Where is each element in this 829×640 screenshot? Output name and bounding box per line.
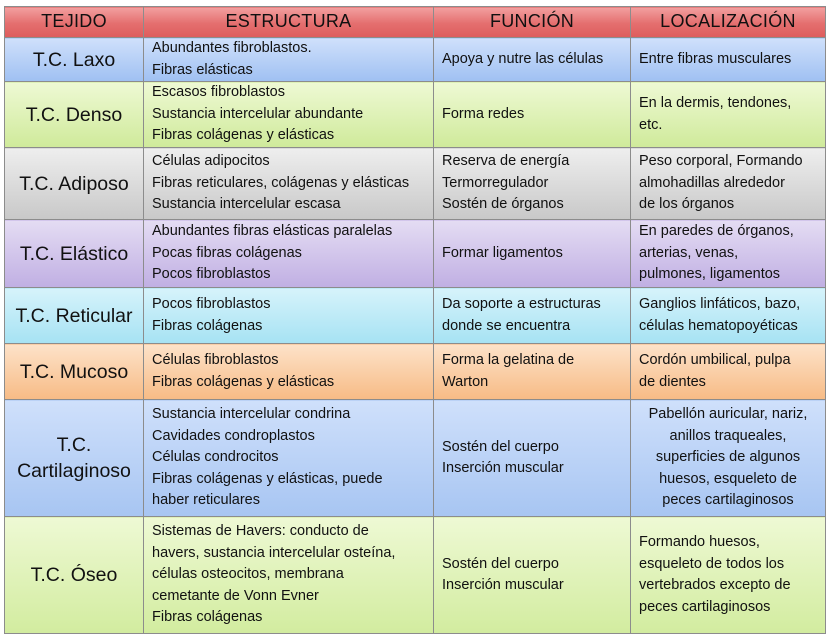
funcion-line: Sostén de órganos [442, 196, 564, 213]
localizacion-line: pulmones, ligamentos [639, 266, 781, 283]
funcion-line: Reserva de energía [442, 153, 570, 170]
table-row [5, 517, 826, 634]
tissue-name: T.C. Mucoso [5, 344, 144, 400]
localizacion-line: etc. [639, 116, 663, 133]
table-row [5, 344, 826, 400]
estructura-line: Sustancia intercelular condrina [152, 406, 351, 423]
estructura-cell [144, 400, 434, 517]
header-estructura: ESTRUCTURA [144, 7, 434, 38]
localizacion-line: células hematopoyéticas [639, 317, 798, 334]
localizacion-cell [631, 344, 826, 400]
estructura-cell [144, 82, 434, 148]
funcion-cell [434, 220, 631, 288]
funcion-line: Inserción muscular [442, 460, 564, 476]
localizacion-cell [631, 148, 826, 220]
funcion-cell [434, 517, 631, 634]
table-row [5, 220, 826, 288]
funcion-line: Formar ligamentos [442, 244, 563, 261]
funcion-line: Sostén del cuerpo [442, 555, 559, 572]
estructura-line: Abundantes fibras elásticas paralelas [152, 223, 393, 240]
tissue-name: T.C. Elástico [5, 220, 144, 288]
localizacion-cell [631, 517, 826, 634]
funcion-cell [434, 82, 631, 148]
table-row [5, 288, 826, 344]
estructura-line: Fibras colágenas [152, 317, 263, 334]
tissue-name [5, 400, 144, 517]
localizacion-line: Cordón umbilical, pulpa [639, 352, 791, 368]
localizacion-line: de dientes [639, 373, 706, 390]
header-row [5, 7, 826, 38]
funcion-line: Forma redes [442, 105, 525, 122]
table-row [5, 400, 826, 517]
localizacion-cell [631, 400, 826, 517]
estructura-cell [144, 38, 434, 82]
estructura-line: células osteocitos, membrana [152, 566, 344, 583]
estructura-line: Sustancia intercelular abundante [152, 105, 364, 122]
localizacion-line: huesos, esqueleto de [659, 470, 797, 487]
localizacion-cell [631, 82, 826, 148]
funcion-cell [434, 344, 631, 400]
estructura-cell [144, 220, 434, 288]
tissue-name-line: Cartilaginoso [17, 460, 131, 482]
localizacion-line: de los órganos [639, 196, 735, 213]
localizacion-cell [631, 38, 826, 82]
estructura-line: Pocas fibras colágenas [152, 244, 302, 261]
estructura-cell [144, 344, 434, 400]
estructura-line: Fibras colágenas [152, 609, 263, 626]
estructura-line: cemetante de Vonn Evner [152, 587, 319, 604]
estructura-line: Pocos fibroblastos [152, 266, 271, 283]
localizacion-line: superficies de algunos [655, 449, 801, 466]
table-row [5, 82, 826, 148]
estructura-line: Fibras reticulares, colágenas y elásticas [152, 174, 410, 191]
localizacion-line: Ganglios linfáticos, bazo, [639, 296, 801, 312]
funcion-cell [434, 288, 631, 344]
estructura-line: havers, sustancia intercelular osteína, [152, 544, 396, 561]
estructura-line: haber reticulares [152, 492, 260, 509]
estructura-line: Abundantes fibroblastos. [152, 40, 312, 56]
localizacion-line: almohadillas alrededor [639, 174, 785, 191]
funcion-line: Apoya y nutre las células [442, 50, 604, 67]
estructura-line: Pocos fibroblastos [152, 296, 271, 312]
localizacion-line: esqueleto de todos los [639, 555, 785, 572]
estructura-cell [144, 148, 434, 220]
funcion-line: Termorregulador [442, 174, 549, 191]
tissue-name: T.C. Denso [5, 82, 144, 148]
localizacion-line: arterias, venas, [639, 244, 739, 261]
estructura-cell [144, 288, 434, 344]
tissue-name: T.C. Adiposo [5, 148, 144, 220]
localizacion-cell [631, 220, 826, 288]
tissue-name: T.C. Laxo [5, 38, 144, 82]
estructura-line: Fibras colágenas y elásticas [152, 373, 335, 390]
estructura-line: Sistemas de Havers: conducto de [152, 523, 369, 540]
estructura-line: Fibras colágenas y elásticas [152, 127, 335, 144]
funcion-line: Warton [442, 373, 489, 390]
funcion-line: Da soporte a estructuras [442, 296, 601, 312]
estructura-line: Fibras elásticas [152, 61, 253, 78]
localizacion-line: Entre fibras musculares [639, 50, 792, 67]
header-funcion: FUNCIÓN [434, 7, 631, 38]
funcion-line: Forma la gelatina de [442, 352, 575, 368]
funcion-cell [434, 38, 631, 82]
localizacion-line: anillos traqueales, [669, 427, 787, 444]
localizacion-line: Peso corporal, Formando [639, 153, 803, 170]
tissue-name-line: T.C. [56, 434, 92, 456]
tissue-name: T.C. Reticular [5, 288, 144, 344]
funcion-line: Inserción muscular [442, 577, 564, 593]
localizacion-cell [631, 288, 826, 344]
estructura-line: Fibras colágenas y elásticas, puede [152, 470, 383, 487]
estructura-cell [144, 517, 434, 634]
header-localizacion: LOCALIZACIÓN [631, 7, 826, 38]
estructura-line: Cavidades condroplastos [152, 427, 315, 444]
funcion-line: Sostén del cuerpo [442, 438, 559, 455]
funcion-cell [434, 400, 631, 517]
header-tejido: TEJIDO [5, 7, 144, 38]
estructura-line: Células fibroblastos [152, 352, 279, 368]
estructura-line: Escasos fibroblastos [152, 84, 285, 101]
localizacion-line: Pabellón auricular, nariz, [648, 406, 808, 423]
localizacion-line: En la dermis, tendones, [639, 95, 792, 111]
localizacion-line: Formando huesos, [639, 534, 760, 550]
table-row [5, 148, 826, 220]
table-row [5, 38, 826, 82]
estructura-line: Sustancia intercelular escasa [152, 196, 341, 213]
funcion-cell [434, 148, 631, 220]
connective-tissue-table [4, 6, 826, 634]
localizacion-line: vertebrados excepto de [639, 577, 791, 593]
localizacion-line: peces cartilaginosos [639, 598, 771, 615]
estructura-line: Células adipocitos [152, 153, 270, 170]
estructura-line: Células condrocitos [152, 449, 279, 466]
funcion-line: donde se encuentra [442, 317, 571, 334]
localizacion-line: peces cartilaginosos [662, 492, 794, 509]
tissue-name: T.C. Óseo [5, 517, 144, 634]
localizacion-line: En paredes de órganos, [639, 223, 794, 240]
